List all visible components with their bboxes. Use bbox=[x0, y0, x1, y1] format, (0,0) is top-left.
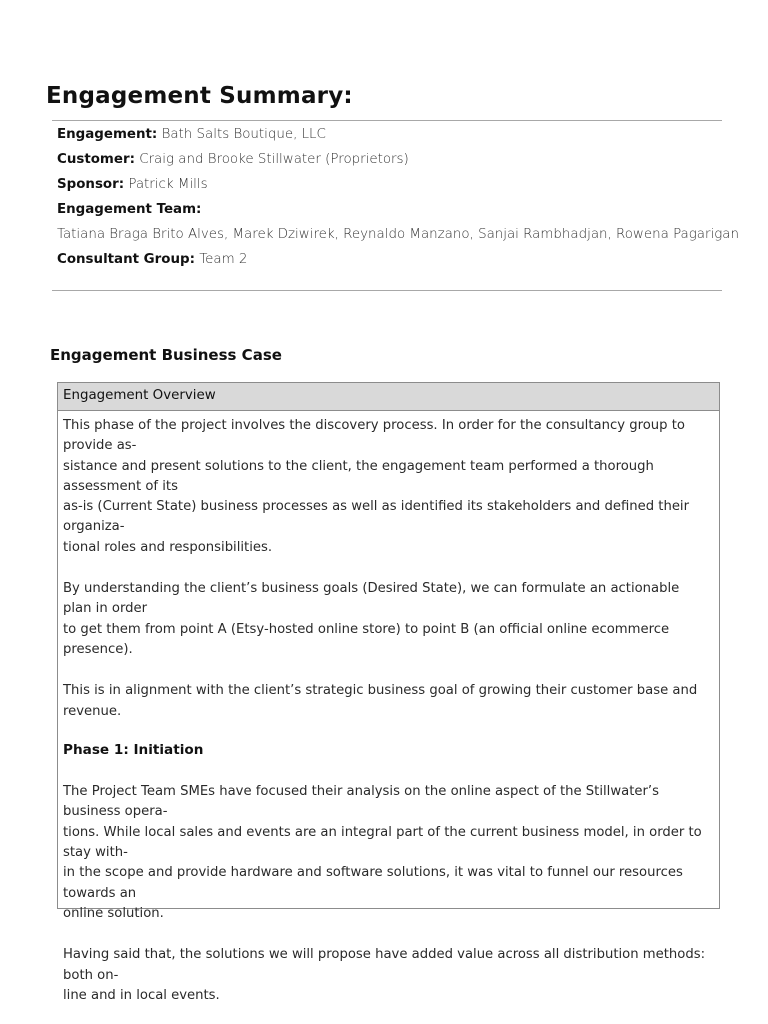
top-divider bbox=[52, 120, 722, 121]
customer-label: Customer: bbox=[57, 152, 135, 167]
engagement-overview-box bbox=[57, 382, 720, 1003]
text-line: online solution. bbox=[63, 905, 164, 921]
team-row bbox=[57, 201, 722, 219]
text-line: tional roles and responsibilities. bbox=[63, 539, 273, 555]
bottom-divider bbox=[52, 290, 722, 291]
text-line: sistance and present solutions to the client, the engagement team performed a thorough assessment of its bbox=[63, 458, 654, 494]
paragraph-added-value bbox=[63, 945, 709, 1006]
engagement-label: Engagement: bbox=[57, 127, 158, 142]
text-line: in the scope and provide hardware and software solutions, it was vital to funnel our resources towards an bbox=[63, 865, 683, 901]
text-line: to get them from point A (Etsy-hosted online store) to point B (an official online ecommerce presence). bbox=[63, 621, 670, 657]
team-label: Engagement Team: bbox=[57, 202, 202, 217]
sponsor-row bbox=[57, 176, 722, 194]
paragraph-goals bbox=[63, 579, 709, 660]
business-case-title: Engagement Business Case bbox=[50, 346, 282, 364]
consultant-group-label: Consultant Group: bbox=[57, 252, 195, 267]
text-line: By understanding the client’s business goals (Desired State), we can formulate an actionable plan in order bbox=[63, 581, 680, 617]
consultant-group-row bbox=[57, 251, 722, 269]
engagement-row bbox=[57, 126, 722, 144]
customer-row bbox=[57, 151, 722, 169]
text-line: Having said that, the solutions we will propose have added value across all distribution methods: both on- bbox=[63, 947, 706, 983]
team-members bbox=[57, 226, 739, 244]
customer-value: Craig and Brooke Stillwater (Proprietors) bbox=[139, 152, 409, 167]
engagement-overview-header: Engagement Overview bbox=[58, 383, 719, 411]
sponsor-value: Patrick Mills bbox=[128, 177, 208, 192]
paragraph-analysis bbox=[63, 782, 709, 924]
text-line: as-is (Current State) business processes as well as identified its stakeholders and defined their organiza- bbox=[63, 499, 690, 535]
text-line: This phase of the project involves the discovery process. In order for the consultancy group to provide as- bbox=[63, 418, 685, 454]
engagement-value: Bath Salts Boutique, LLC bbox=[161, 127, 326, 142]
page-title: Engagement Summary: bbox=[46, 83, 353, 109]
phase-heading: Phase 1: Initiation bbox=[63, 741, 204, 758]
team-value: Tatiana Braga Brito Alves, Marek Dziwirek, Reynaldo Manzano, Sanjai Rambhadjan, Rowena Pagarigan bbox=[57, 227, 739, 242]
engagement-overview-body bbox=[58, 411, 719, 1006]
text-line: line and in local events. bbox=[63, 987, 220, 1003]
paragraph-alignment: This is in alignment with the client’s strategic business goal of growing their customer base and revenue. bbox=[63, 683, 698, 719]
sponsor-label: Sponsor: bbox=[57, 177, 125, 192]
consultant-group-value: Team 2 bbox=[199, 252, 248, 267]
text-line: The Project Team SMEs have focused their analysis on the online aspect of the Stillwater’s business opera- bbox=[63, 784, 659, 820]
text-line: tions. While local sales and events are an integral part of the current business model, in order to stay with- bbox=[63, 824, 702, 861]
paragraph-discovery bbox=[63, 416, 709, 558]
